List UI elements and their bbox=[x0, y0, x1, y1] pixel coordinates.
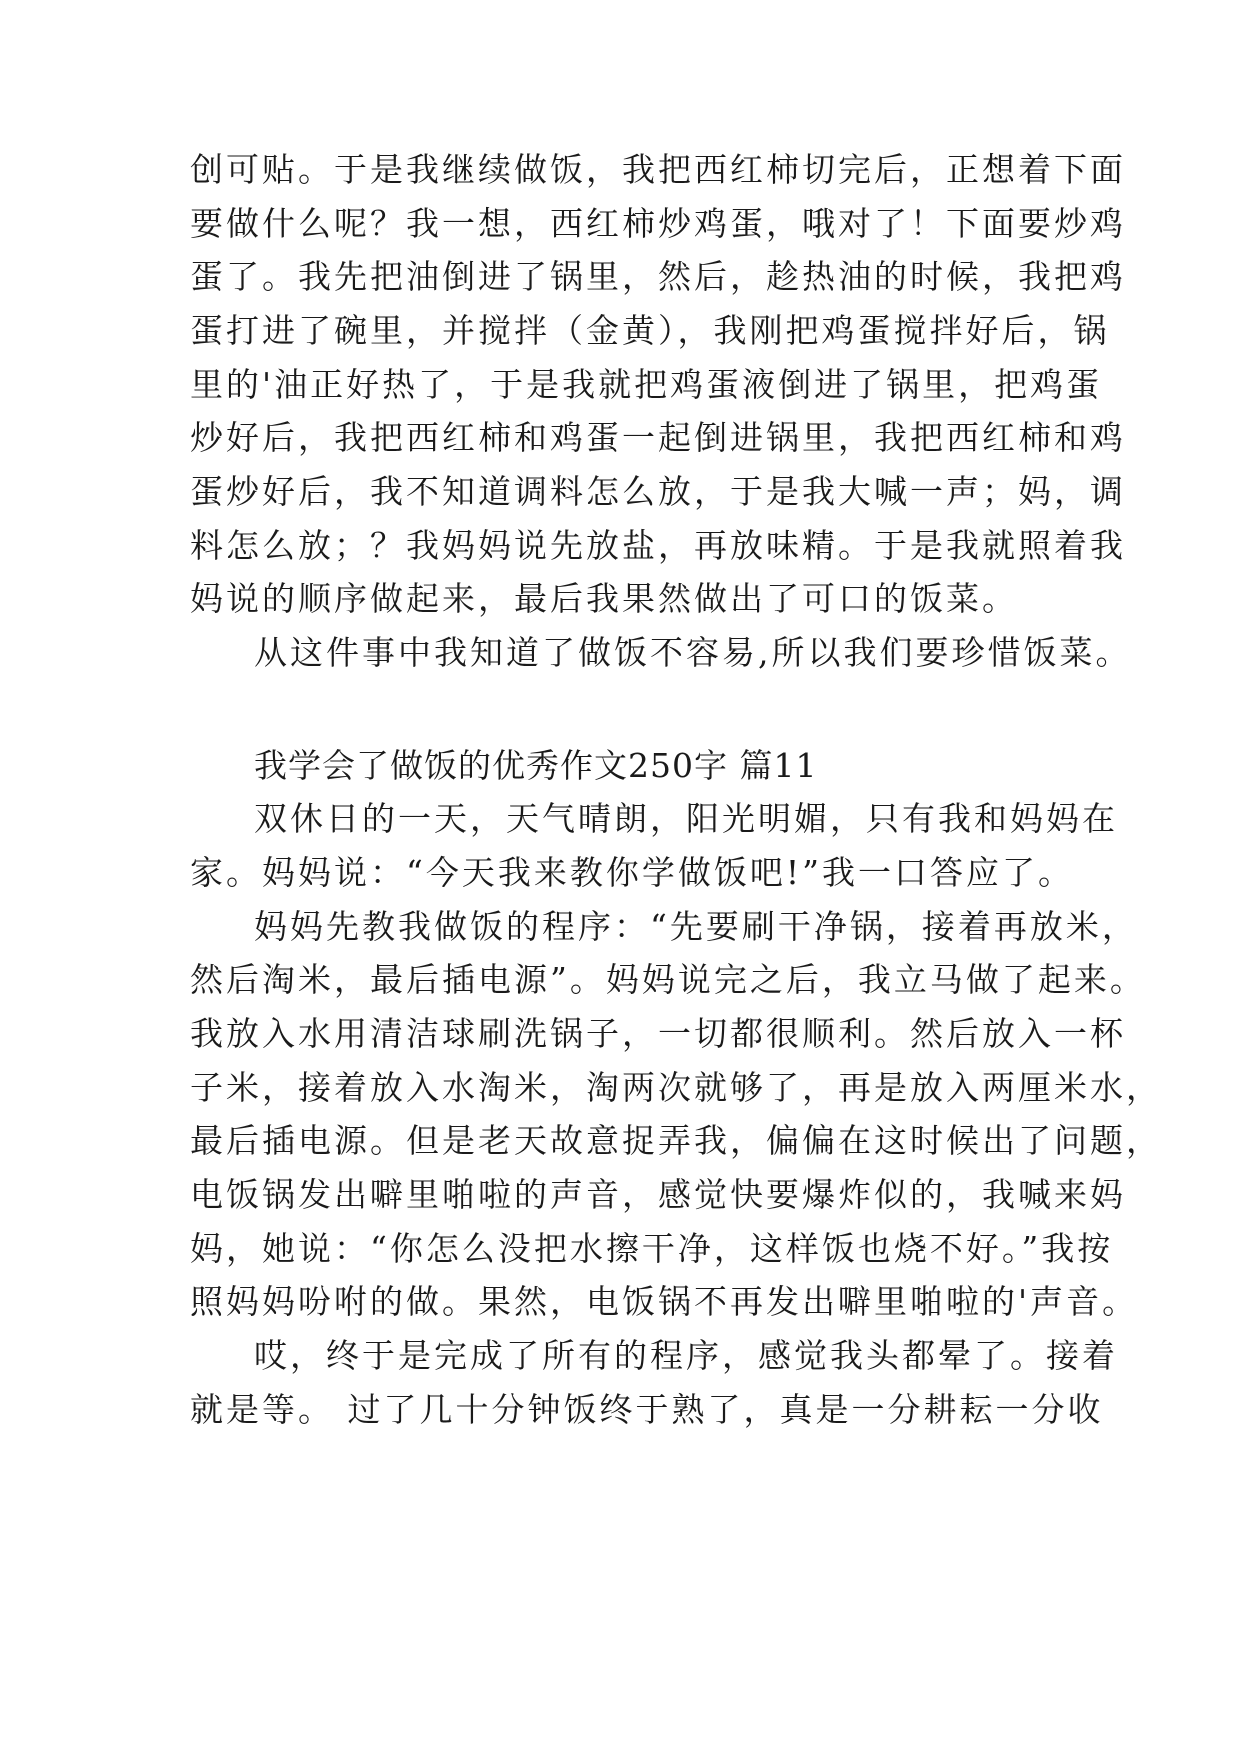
section-heading: 我学会了做饭的优秀作文250字 篇11 bbox=[254, 746, 818, 785]
text-line: 妈说的顺序做起来，最后我果然做出了可口的饭菜。 bbox=[190, 579, 1018, 618]
text-line: 子米，接着放入水淘米，淘两次就够了，再是放入两厘米水， bbox=[190, 1068, 1162, 1107]
text-line: 创可贴。于是我继续做饭，我把西红柿切完后，正想着下面 bbox=[190, 150, 1126, 189]
paragraph-first-line: 妈妈先教我做饭的程序：“先要刷干净锅，接着再放米， bbox=[254, 907, 1138, 946]
text-line: 然后淘米，最后插电源”。妈妈说完之后，我立马做了起来。 bbox=[190, 960, 1146, 999]
paragraph-first-line: 哎，终于是完成了所有的程序，感觉我头都晕了。接着 bbox=[254, 1336, 1118, 1375]
text-line: 料怎么放；？我妈妈说先放盐，再放味精。于是我就照着我 bbox=[190, 526, 1126, 565]
text-line: 里的'油正好热了，于是我就把鸡蛋液倒进了锅里，把鸡蛋 bbox=[190, 365, 1103, 404]
text-line: 要做什么呢？我一想，西红柿炒鸡蛋，哦对了！下面要炒鸡 bbox=[190, 204, 1126, 243]
text-line: 蛋打进了碗里，并搅拌（金黄），我刚把鸡蛋搅拌好后，锅 bbox=[190, 311, 1110, 350]
text-line: 炒好后，我把西红柿和鸡蛋一起倒进锅里，我把西红柿和鸡 bbox=[190, 418, 1126, 457]
text-line: 蛋了。我先把油倒进了锅里，然后，趁热油的时候，我把鸡 bbox=[190, 257, 1126, 296]
paragraph-first-line: 双休日的一天，天气晴朗，阳光明媚，只有我和妈妈在 bbox=[254, 799, 1118, 838]
text-line: 蛋炒好后，我不知道调料怎么放，于是我大喊一声；妈，调 bbox=[190, 472, 1126, 511]
text-line: 我放入水用清洁球刷洗锅子，一切都很顺利。然后放入一杯 bbox=[190, 1014, 1126, 1053]
paragraph-first-line: 从这件事中我知道了做饭不容易,所以我们要珍惜饭菜。 bbox=[254, 633, 1132, 672]
text-line: 就是等。 过了几十分钟饭终于熟了，真是一分耕耘一分收 bbox=[190, 1390, 1104, 1429]
text-line: 家。妈妈说：“今天我来教你学做饭吧!”我一口答应了。 bbox=[190, 853, 1075, 892]
text-line: 妈，她说：“你怎么没把水擦干净，这样饭也烧不好。”我按 bbox=[190, 1229, 1114, 1268]
text-line: 照妈妈吩咐的做。果然，电饭锅不再发出噼里啪啦的'声音。 bbox=[190, 1282, 1139, 1321]
text-line: 最后插电源。但是老天故意捉弄我，偏偏在这时候出了问题， bbox=[190, 1121, 1162, 1160]
text-line: 电饭锅发出噼里啪啦的声音，感觉快要爆炸似的，我喊来妈 bbox=[190, 1175, 1126, 1214]
